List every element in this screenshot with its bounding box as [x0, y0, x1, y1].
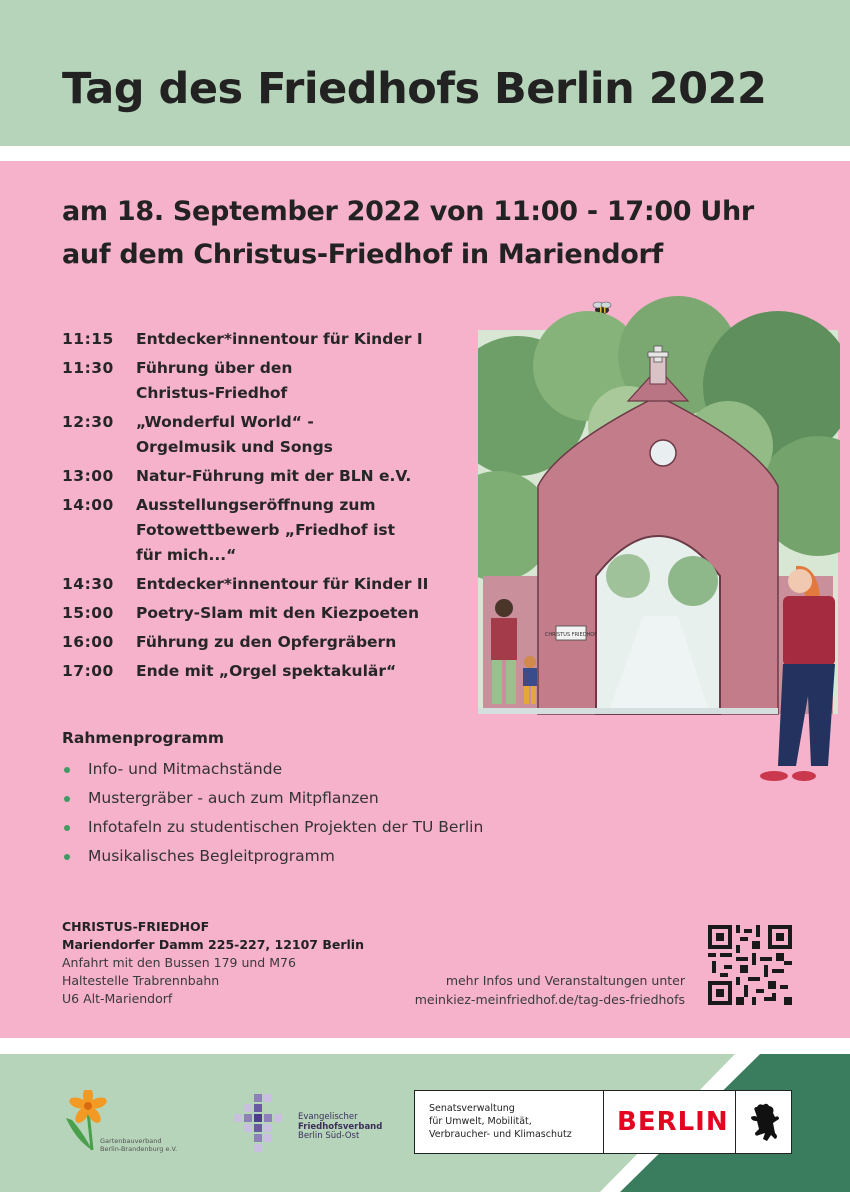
schedule-item: [62, 493, 432, 568]
divider: [603, 1091, 604, 1153]
bullet-icon: [64, 825, 70, 831]
schedule-item: [62, 464, 432, 489]
list-item-text: Info- und Mitmachstände: [88, 760, 283, 778]
list-item: [62, 813, 483, 842]
address-street: Mariendorfer Damm 225-227, 12107 Berlin: [62, 937, 364, 952]
senat-line: für Umwelt, Mobilität,: [429, 1116, 532, 1127]
event-place-line: auf dem Christus-Friedhof in Mariendorf: [62, 239, 663, 270]
schedule-text: „Wonderful World“ - Orgelmusik und Songs: [136, 413, 333, 456]
divider: [735, 1091, 736, 1153]
schedule-item: [62, 572, 432, 597]
senat-text: [429, 1102, 572, 1141]
address-line: Anfahrt mit den Bussen 179 und M76: [62, 955, 296, 970]
pixel-cross-logo-icon: [230, 1092, 290, 1152]
rahmen-list: [62, 755, 483, 871]
list-item-text: Musikalisches Begleitprogramm: [88, 847, 335, 865]
senat-logo-box: [414, 1090, 792, 1154]
bullet-icon: [64, 796, 70, 802]
schedule-time: 14:00: [62, 496, 114, 514]
schedule-time: 14:30: [62, 575, 114, 593]
list-item: [62, 784, 483, 813]
schedule-time: 13:00: [62, 467, 114, 485]
address-block: [62, 918, 364, 1008]
bullet-icon: [64, 854, 70, 860]
schedule-item: [62, 659, 432, 684]
ev-line: Friedhofsverband: [298, 1121, 383, 1132]
list-item: [62, 755, 483, 784]
schedule-time: 11:30: [62, 359, 114, 377]
address-line: U6 Alt-Mariendorf: [62, 991, 173, 1006]
senat-line: Verbraucher- und Klimaschutz: [429, 1129, 572, 1140]
garten-line: Berlin-Brandenburg e.V.: [100, 1145, 178, 1153]
list-item: [62, 842, 483, 871]
schedule-text: Führung zu den Opfergräbern: [136, 633, 397, 651]
bullet-icon: [64, 767, 70, 773]
schedule-text: Ende mit „Orgel spektakulär“: [136, 662, 397, 680]
garten-logo-text: [100, 1137, 177, 1153]
ev-line: Evangelischer: [298, 1112, 358, 1122]
event-date-line: am 18. September 2022 von 11:00 - 17:00 Uhr: [62, 196, 754, 227]
berlin-bear-icon: [745, 1099, 785, 1145]
schedule-time: 15:00: [62, 604, 114, 622]
ev-line: Berlin Süd-Ost: [298, 1131, 360, 1141]
address-name: CHRISTUS-FRIEDHOF: [62, 919, 210, 934]
list-item-text: Mustergräber - auch zum Mitpflanzen: [88, 789, 379, 807]
berlin-wordmark: BERLIN: [617, 1107, 729, 1137]
schedule-time: 16:00: [62, 633, 114, 651]
schedule-item: [62, 410, 432, 460]
gate-sign: CHRISTUS FRIEDHOF: [544, 632, 598, 638]
schedule-time: 11:15: [62, 330, 114, 348]
info-block: [415, 971, 685, 1009]
senat-line: Senatsverwaltung: [429, 1103, 515, 1114]
schedule-text: Natur-Führung mit der BLN e.V.: [136, 467, 412, 485]
ev-logo-text: [298, 1113, 382, 1142]
schedule-text: Ausstellungseröffnung zum Fotowettbewerb „Friedhof ist für mich...“: [136, 496, 396, 564]
cemetery-gate-illustration: [478, 296, 840, 790]
schedule-item: [62, 630, 432, 655]
page-title: Tag des Friedhofs Berlin 2022: [62, 64, 767, 114]
garten-line: Gartenbauverband: [100, 1137, 162, 1145]
schedule-item: [62, 601, 432, 626]
address-line: Haltestelle Trabrennbahn: [62, 973, 220, 988]
qr-code-icon[interactable]: [708, 925, 792, 1005]
schedule-text: Entdecker*innentour für Kinder II: [136, 575, 429, 593]
schedule-time: 17:00: [62, 662, 114, 680]
schedule-text: Entdecker*innentour für Kinder I: [136, 330, 423, 348]
rahmen-title: Rahmenprogramm: [62, 729, 225, 747]
schedule-text: Führung über den Christus-Friedhof: [136, 359, 293, 402]
schedule-text: Poetry-Slam mit den Kiezpoeten: [136, 604, 419, 622]
schedule-time: 12:30: [62, 413, 114, 431]
schedule-list: [62, 327, 432, 688]
schedule-item: [62, 356, 432, 406]
schedule-item: [62, 327, 432, 352]
info-line: mehr Infos und Veranstaltungen unter: [445, 973, 685, 988]
info-url[interactable]: meinkiez-meinfriedhof.de/tag-des-friedhofs: [414, 992, 685, 1007]
list-item-text: Infotafeln zu studentischen Projekten der TU Berlin: [88, 818, 484, 836]
